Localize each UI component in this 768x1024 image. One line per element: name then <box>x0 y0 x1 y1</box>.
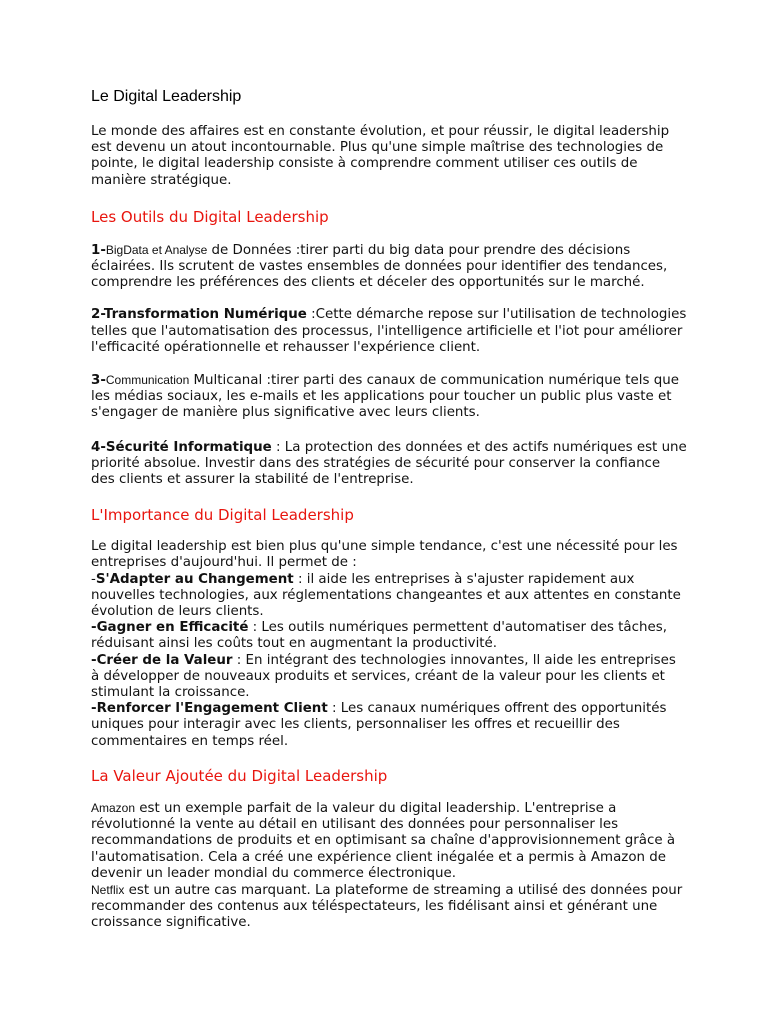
point-label: Gagner en Efficacité <box>96 620 249 636</box>
tool-item-4 <box>91 440 687 489</box>
point-dash: - <box>91 652 97 668</box>
point-dash: - <box>91 620 97 636</box>
tool-label-bold: Sécurité Informatique <box>105 439 272 455</box>
point-dash: - <box>91 701 97 717</box>
importance-point-3 <box>91 653 687 702</box>
point-text: : Les canaux numériques offrent des opportunités uniques pour interagir avec les clients, personnaliser les offres et recueillir des commentaires en temps réel. <box>91 701 667 749</box>
point-dash: - <box>91 571 96 587</box>
tool-prefix: 3- <box>91 373 106 389</box>
tool-text: :tirer parti du big data pour prendre des décisions éclairées. Ils scrutent de vastes ensembles de données pour identifier des tendances, comprendre les préférences des clients et déceler des opportunités sur le marché. <box>91 242 668 291</box>
tool-item-3 <box>91 372 687 422</box>
section-heading-tools: Les Outils du Digital Leadership <box>91 207 329 226</box>
value-text: est un autre cas marquant. La plateforme de streaming a utilisé des données pour recommander des contenus aux téléspectateurs, les fidélisant ainsi et générant une croissance significative. <box>91 882 683 931</box>
section-heading-value: La Valeur Ajoutée du Digital Leadership <box>91 766 388 785</box>
tool-label-bold: Multicanal <box>189 373 263 389</box>
point-label: S'Adapter au Changement <box>95 571 294 587</box>
intro-paragraph: Le monde des affaires est en constante évolution, et pour réussir, le digital leadership est devenu un atout incontournable. Plus qu'une simple maîtrise des technologies de pointe, le digital leadership consiste à comprendre comment utiliser ces outils de manière stratégique. <box>91 124 670 188</box>
tool-label-bold: de Données <box>207 242 292 258</box>
tool-prefix: 2- <box>91 307 104 323</box>
tool-label-small: Communication <box>105 373 190 388</box>
value-paragraph-amazon <box>91 800 687 882</box>
document-title: Le Digital Leadership <box>91 88 242 105</box>
document-body <box>91 87 687 932</box>
tool-prefix: 4- <box>91 439 106 455</box>
tool-text: : La protection des données et des actifs numériques est une priorité absolue. Investir dans des stratégies de sécurité pour conserver la confiance des clients et assurer la stabilité de l'entreprise. <box>91 439 687 488</box>
importance-point-4 <box>91 701 687 750</box>
point-text: : En intégrant des technologies innovantes, ll aide les entreprises à développer de nouveaux produits et services, créant de la valeur pour les clients et stimulant la croissance. <box>91 652 676 701</box>
tool-item-2 <box>91 307 687 356</box>
tool-prefix: 1- <box>91 242 106 258</box>
tool-text: :tirer parti des canaux de communication numérique tels que les médias sociaux, les e-mails et les applications pour toucher un public plus vaste et s'engager de manière plus significative avec leurs clients. <box>91 373 679 421</box>
point-text: : il aide les entreprises à s'ajuster rapidement aux nouvelles technologies, aux réglementations changeantes et aux attentes en constante évolution de leurs clients. <box>91 571 681 620</box>
tool-item-1 <box>91 242 687 292</box>
point-text: : Les outils numériques permettent d'automatiser des tâches, réduisant ainsi les coûts tout en augmentant la productivité. <box>91 620 667 652</box>
company-name: Amazon <box>91 800 136 815</box>
value-paragraph-netflix <box>91 882 687 932</box>
point-label: Renforcer l'Engagement Client <box>96 701 328 717</box>
importance-point-2 <box>91 620 687 652</box>
tool-text: :Cette démarche repose sur l'utilisation de technologies telles que l'automatisation des processus, l'intelligence artificielle et l'iot pour améliorer l'efficacité opérationnelle et rehausser l'expérience client. <box>91 307 687 355</box>
value-text: est un exemple parfait de la valeur du digital leadership. L'entreprise a révolutionné la vente au détail en utilisant des données pour personnaliser les recommandations de produits et en optimisant sa chaîne d'approvisionnement grâce à l'automatisation. Cela a créé une expérience client inégalée et a permis à Amazon de devenir un leader mondial du commerce électronique. <box>91 800 676 881</box>
tool-label-bold: Transformation Numérique <box>103 307 307 323</box>
section-heading-importance: L'Importance du Digital Leadership <box>91 506 354 525</box>
importance-intro: Le digital leadership est bien plus qu'une simple tendance, c'est une nécessité pour les entreprises d'aujourd'hui. Il permet de : <box>91 539 678 571</box>
importance-point-1 <box>91 572 687 621</box>
point-label: Créer de la Valeur <box>96 652 233 668</box>
company-name: Netflix <box>91 882 125 897</box>
importance-block <box>91 539 687 750</box>
tool-label-small: BigData et Analyse <box>105 242 208 257</box>
